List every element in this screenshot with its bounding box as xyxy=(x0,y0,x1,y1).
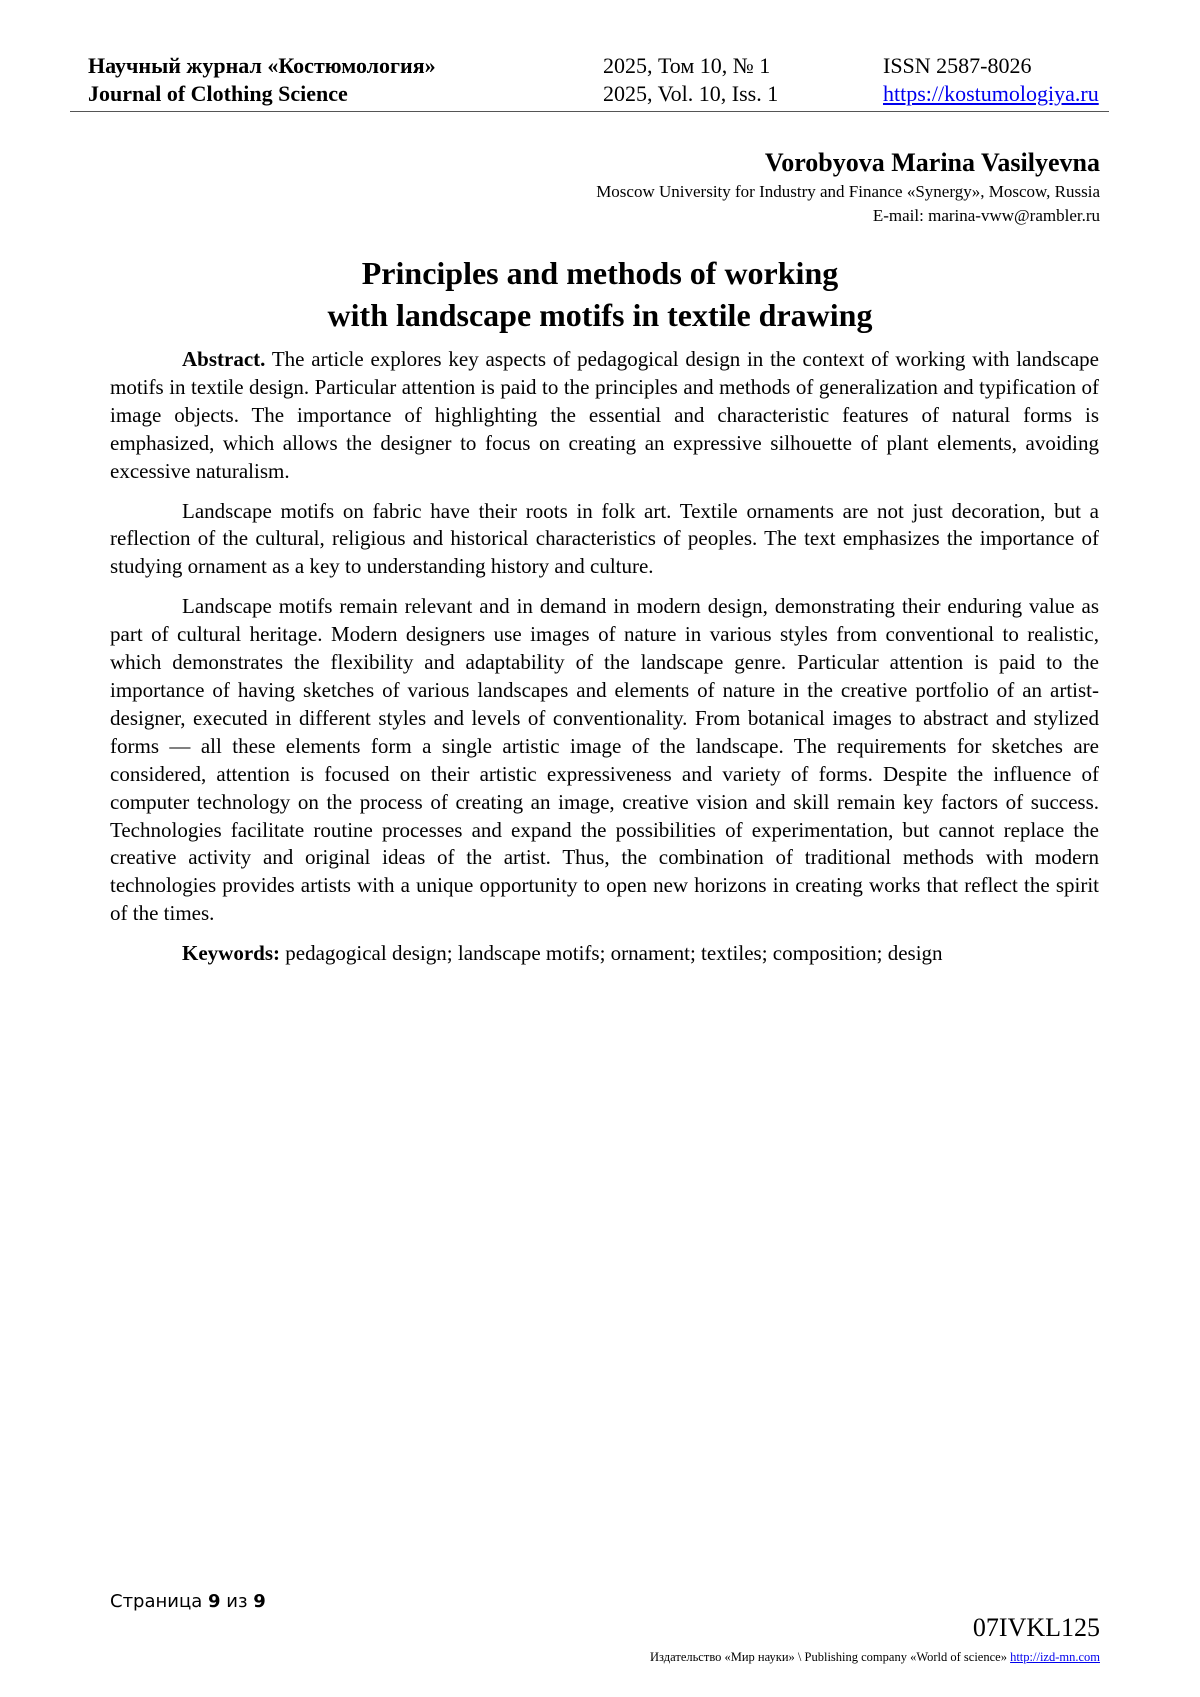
author-block xyxy=(596,146,1100,228)
journal-name xyxy=(88,52,436,108)
volume-ru: 2025, Том 10, № 1 xyxy=(603,53,771,78)
page-separator: из xyxy=(226,1591,248,1612)
header-divider xyxy=(70,111,1109,112)
author-affiliation: Moscow University for Industry and Finance «Synergy», Moscow, Russia xyxy=(596,182,1100,201)
journal-name-en: Journal of Clothing Science xyxy=(88,81,348,106)
keywords-paragraph xyxy=(110,940,1099,968)
journal-url-link[interactable]: https://kostumologiya.ru xyxy=(883,81,1099,106)
abstract-paragraph-3: Landscape motifs remain relevant and in demand in modern design, demonstrating their enduring value as part of cultural heritage. Modern designers use images of nature in various styles from conventional to realistic, which demonstrates the flexibility and adaptability of the landscape genre. Particular attention is paid to the importance of having sketches of various landscapes and elements of nature in the creative portfolio of an artist-designer, executed in different styles and levels of conventionality. From botanical images to abstract and stylized forms — all these elements form a single artistic image of the landscape. The requirements for sketches are considered, attention is focused on their artistic expressiveness and variety of forms. Despite the influence of computer technology on the process of creating an image, creative vision and skill remain key factors of success. Technologies facilitate routine processes and expand the possibilities of experimentation, but cannot replace the creative activity and original ideas of the artist. Thus, the combination of traditional methods with modern technologies provides artists with a unique opportunity to open new horizons in creating works that reflect the spirit of the times. xyxy=(110,594,1099,926)
article-title xyxy=(0,252,1200,336)
article-code: 07IVKL125 xyxy=(972,1613,1100,1642)
issn: ISSN 2587-8026 xyxy=(883,53,1032,78)
author-email: E-mail: marina-vww@rambler.ru xyxy=(872,206,1100,225)
abstract-paragraph-1 xyxy=(110,346,1099,486)
journal-identifiers xyxy=(883,52,1099,108)
volume-en: 2025, Vol. 10, Iss. 1 xyxy=(603,81,779,106)
title-line-1: Principles and methods of working xyxy=(361,255,839,291)
publisher-url-link[interactable]: http://izd-mn.com xyxy=(1010,1650,1100,1664)
page-total: 9 xyxy=(253,1591,266,1612)
article-body xyxy=(110,346,1099,980)
page-current: 9 xyxy=(208,1591,221,1612)
publisher-line xyxy=(650,1649,1100,1665)
author-name: Vorobyova Marina Vasilyevna xyxy=(764,148,1100,177)
title-line-2: with landscape motifs in textile drawing xyxy=(327,297,873,333)
keywords-text: pedagogical design; landscape motifs; ornament; textiles; composition; design xyxy=(285,941,943,966)
abstract-paragraph-2: Landscape motifs on fabric have their roots in folk art. Textile ornaments are not just decoration, but a reflection of the cultural, religious and historical characteristics of peoples. The text emphasizes the importance of studying ornament as a key to understanding history and culture. xyxy=(110,498,1099,579)
journal-volume xyxy=(603,52,778,108)
abstract-text-1: The article explores key aspects of pedagogical design in the context of working with landscape motifs in textile design. Particular attention is paid to the principles and methods of generalization and typification of image objects. The importance of highlighting the essential and characteristic features of natural forms is emphasized, which allows the designer to focus on creating an expressive silhouette of plant elements, avoiding excessive naturalism. xyxy=(110,347,1099,483)
publisher-name: Издательство «Мир науки» \ Publishing company «World of science» xyxy=(650,1650,1007,1664)
page-number xyxy=(110,1590,266,1614)
page-prefix: Страница xyxy=(110,1591,203,1612)
keywords-label: Keywords: xyxy=(182,941,280,966)
abstract-label: Abstract. xyxy=(182,347,266,371)
journal-name-ru: Научный журнал «Костюмология» xyxy=(88,53,436,78)
